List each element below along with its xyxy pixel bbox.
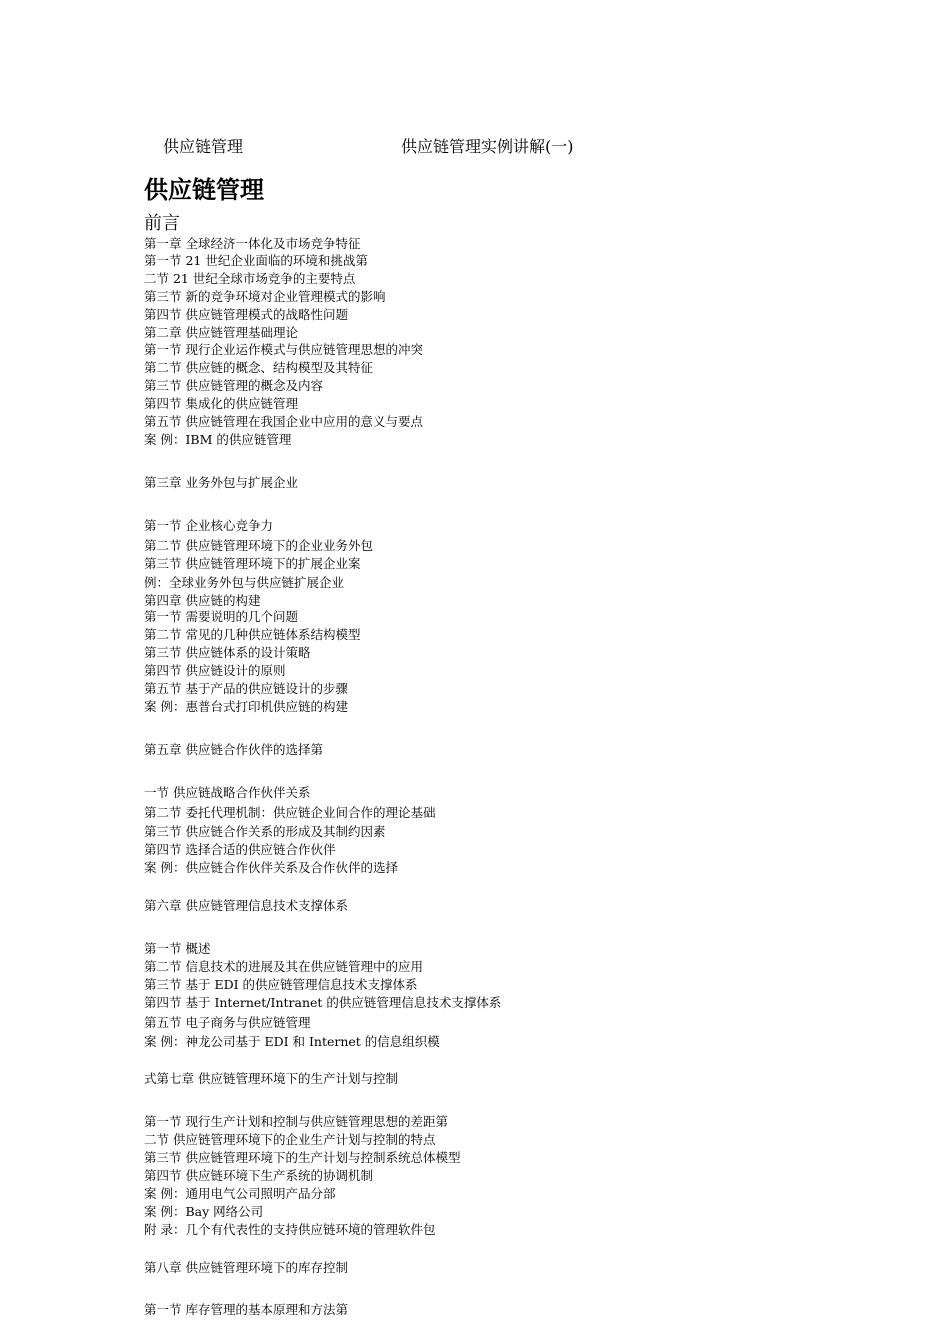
toc-entry: 第四节 供应链设计的原则 — [144, 663, 286, 678]
toc-entry: 第四节 选择合适的供应链合作伙伴 — [144, 842, 336, 857]
toc-entry: 第五节 基于产品的供应链设计的步骤 — [144, 681, 348, 696]
toc-entry: 第四节 基于 Internet/Intranet 的供应链管理信息技术支撑体系 — [144, 995, 502, 1010]
toc-entry: 案 例：神龙公司基于 EDI 和 Internet 的信息组织模 — [144, 1034, 440, 1049]
toc-entry: 第二节 委托代理机制：供应链企业间合作的理论基础 — [144, 805, 436, 820]
toc-entry: 第三节 供应链合作关系的形成及其制约因素 — [144, 824, 386, 839]
toc-entry: 一节 供应链战略合作伙伴关系 — [144, 785, 311, 800]
toc-entry: 第三节 供应链管理的概念及内容 — [144, 378, 323, 393]
toc-entry: 案 例：Bay 网络公司 — [144, 1204, 264, 1219]
toc-entry: 第一节 概述 — [144, 941, 211, 956]
toc-entry: 第一节 库存管理的基本原理和方法第 — [144, 1302, 348, 1317]
toc-entry: 第二章 供应链管理基础理论 — [144, 325, 298, 340]
toc-entry: 第三节 供应链管理环境下的生产计划与控制系统总体模型 — [144, 1150, 461, 1165]
toc-entry: 第八章 供应链管理环境下的库存控制 — [144, 1260, 348, 1275]
toc-entry: 第五节 电子商务与供应链管理 — [144, 1015, 311, 1030]
toc-entry: 第四章 供应链的构建 — [144, 593, 261, 608]
toc-entry: 第四节 供应链环境下生产系统的协调机制 — [144, 1168, 373, 1183]
toc-entry: 第一节 21 世纪企业面临的环境和挑战第 — [144, 253, 368, 268]
toc-entry: 第一节 现行企业运作模式与供应链管理思想的冲突 — [144, 342, 423, 357]
toc-entry: 第三节 基于 EDI 的供应链管理信息技术支撑体系 — [144, 977, 418, 992]
toc-entry: 案 例：IBM 的供应链管理 — [144, 432, 292, 447]
toc-entry: 第一章 全球经济一体化及市场竞争特征 — [144, 236, 361, 251]
toc-entry: 案 例：通用电气公司照明产品分部 — [144, 1186, 336, 1201]
toc-entry: 第一节 现行生产计划和控制与供应链管理思想的差距第 — [144, 1114, 448, 1129]
toc-entry: 第一节 企业核心竞争力 — [144, 518, 273, 533]
preface-heading: 前言 — [144, 213, 180, 234]
toc-entry: 第三节 供应链体系的设计策略 — [144, 645, 311, 660]
toc-entry: 第四节 供应链管理模式的战略性问题 — [144, 307, 348, 322]
toc-entry: 附 录：几个有代表性的支持供应链环境的管理软件包 — [144, 1222, 436, 1237]
toc-entry: 第三章 业务外包与扩展企业 — [144, 475, 298, 490]
toc-entry: 二节 供应链管理环境下的企业生产计划与控制的特点 — [144, 1132, 436, 1147]
toc-entry: 第二节 信息技术的进展及其在供应链管理中的应用 — [144, 959, 423, 974]
toc-entry: 第五章 供应链合作伙伴的选择第 — [144, 742, 323, 757]
toc-entry: 第五节 供应链管理在我国企业中应用的意义与要点 — [144, 414, 423, 429]
toc-entry: 案 例：惠普台式打印机供应链的构建 — [144, 699, 348, 714]
toc-entry: 第二节 供应链的概念、结构模型及其特征 — [144, 360, 373, 375]
toc-entry: 第三节 新的竞争环境对企业管理模式的影响 — [144, 289, 386, 304]
header-right-title: 供应链管理实例讲解(一) — [401, 137, 574, 156]
toc-entry: 第三节 供应链管理环境下的扩展企业案 — [144, 556, 361, 571]
toc-entry: 式第七章 供应链管理环境下的生产计划与控制 — [144, 1071, 398, 1086]
toc-entry: 第二节 常见的几种供应链体系结构模型 — [144, 627, 361, 642]
toc-entry: 案 例：供应链合作伙伴关系及合作伙伴的选择 — [144, 860, 398, 875]
toc-entry: 二节 21 世纪全球市场竞争的主要特点 — [144, 271, 356, 286]
toc-entry: 第四节 集成化的供应链管理 — [144, 396, 298, 411]
toc-entry: 例：全球业务外包与供应链扩展企业 — [144, 575, 345, 590]
header-left-title: 供应链管理 — [163, 137, 244, 156]
toc-entry: 第六章 供应链管理信息技术支撑体系 — [144, 898, 348, 913]
toc-entry: 第二节 供应链管理环境下的企业业务外包 — [144, 538, 373, 553]
document-title: 供应链管理 — [144, 176, 264, 204]
toc-entry: 第一节 需要说明的几个问题 — [144, 609, 298, 624]
